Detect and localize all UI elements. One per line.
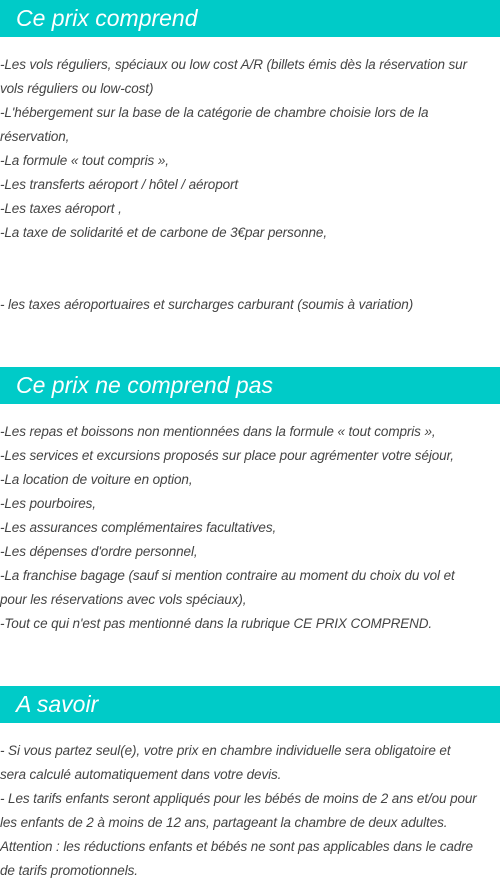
section-body-ce-prix-ne-comprend-pas: [0, 420, 500, 636]
text-line: -La location de voiture en option,: [0, 472, 193, 487]
text-line: sera calculé automatiquement dans votre devis.: [0, 767, 282, 782]
text-line: -Les services et excursions proposés sur place pour agrémenter votre séjour,: [0, 448, 454, 463]
section-body-ce-prix-comprend: [0, 53, 500, 317]
text-line: Attention : les réductions enfants et bébés ne sont pas applicables dans le cadre: [0, 839, 473, 854]
section-header-ce-prix-ne-comprend-pas: [0, 367, 500, 404]
spacer: [0, 245, 500, 293]
section-body-a-savoir: [0, 739, 500, 883]
text-line: -Les assurances complémentaires facultatives,: [0, 520, 277, 535]
text-line: -Les transferts aéroport / hôtel / aéroport: [0, 177, 239, 192]
text-line: -L'hébergement sur la base de la catégorie de chambre choisie lors de la: [0, 105, 429, 120]
text-line: -Tout ce qui n'est pas mentionné dans la rubrique CE PRIX COMPREND.: [0, 616, 433, 631]
text-line: -La franchise bagage (sauf si mention contraire au moment du choix du vol et: [0, 568, 455, 583]
text-line: de tarifs promotionnels.: [0, 863, 138, 878]
text-line: réservation,: [0, 129, 70, 144]
text-line: -Les taxes aéroport ,: [0, 201, 122, 216]
text-line: -La taxe de solidarité et de carbone de 3€par personne,: [0, 225, 327, 240]
text-line: pour les réservations avec vols spéciaux),: [0, 592, 247, 607]
text-line: - Les tarifs enfants seront appliqués pour les bébés de moins de 2 ans et/ou pour: [0, 791, 477, 806]
text-line: -Les vols réguliers, spéciaux ou low cost A/R (billets émis dès la réservation sur: [0, 57, 467, 72]
text-line: vols réguliers ou low-cost): [0, 81, 154, 96]
text-line: les enfants de 2 à moins de 12 ans, partageant la chambre de deux adultes.: [0, 815, 448, 830]
section-title: A savoir: [16, 691, 99, 717]
text-line: -Les repas et boissons non mentionnées dans la formule « tout compris »,: [0, 424, 436, 439]
text-line: -Les dépenses d'ordre personnel,: [0, 544, 198, 559]
section-header-a-savoir: [0, 686, 500, 723]
section-title: Ce prix ne comprend pas: [16, 372, 273, 398]
text-line: - les taxes aéroportuaires et surcharges carburant (soumis à variation): [0, 297, 414, 312]
section-title: Ce prix comprend: [16, 5, 198, 31]
text-line: - Si vous partez seul(e), votre prix en chambre individuelle sera obligatoire et: [0, 743, 451, 758]
text-line: -Les pourboires,: [0, 496, 96, 511]
section-header-ce-prix-comprend: [0, 0, 500, 37]
text-line: -La formule « tout compris »,: [0, 153, 169, 168]
